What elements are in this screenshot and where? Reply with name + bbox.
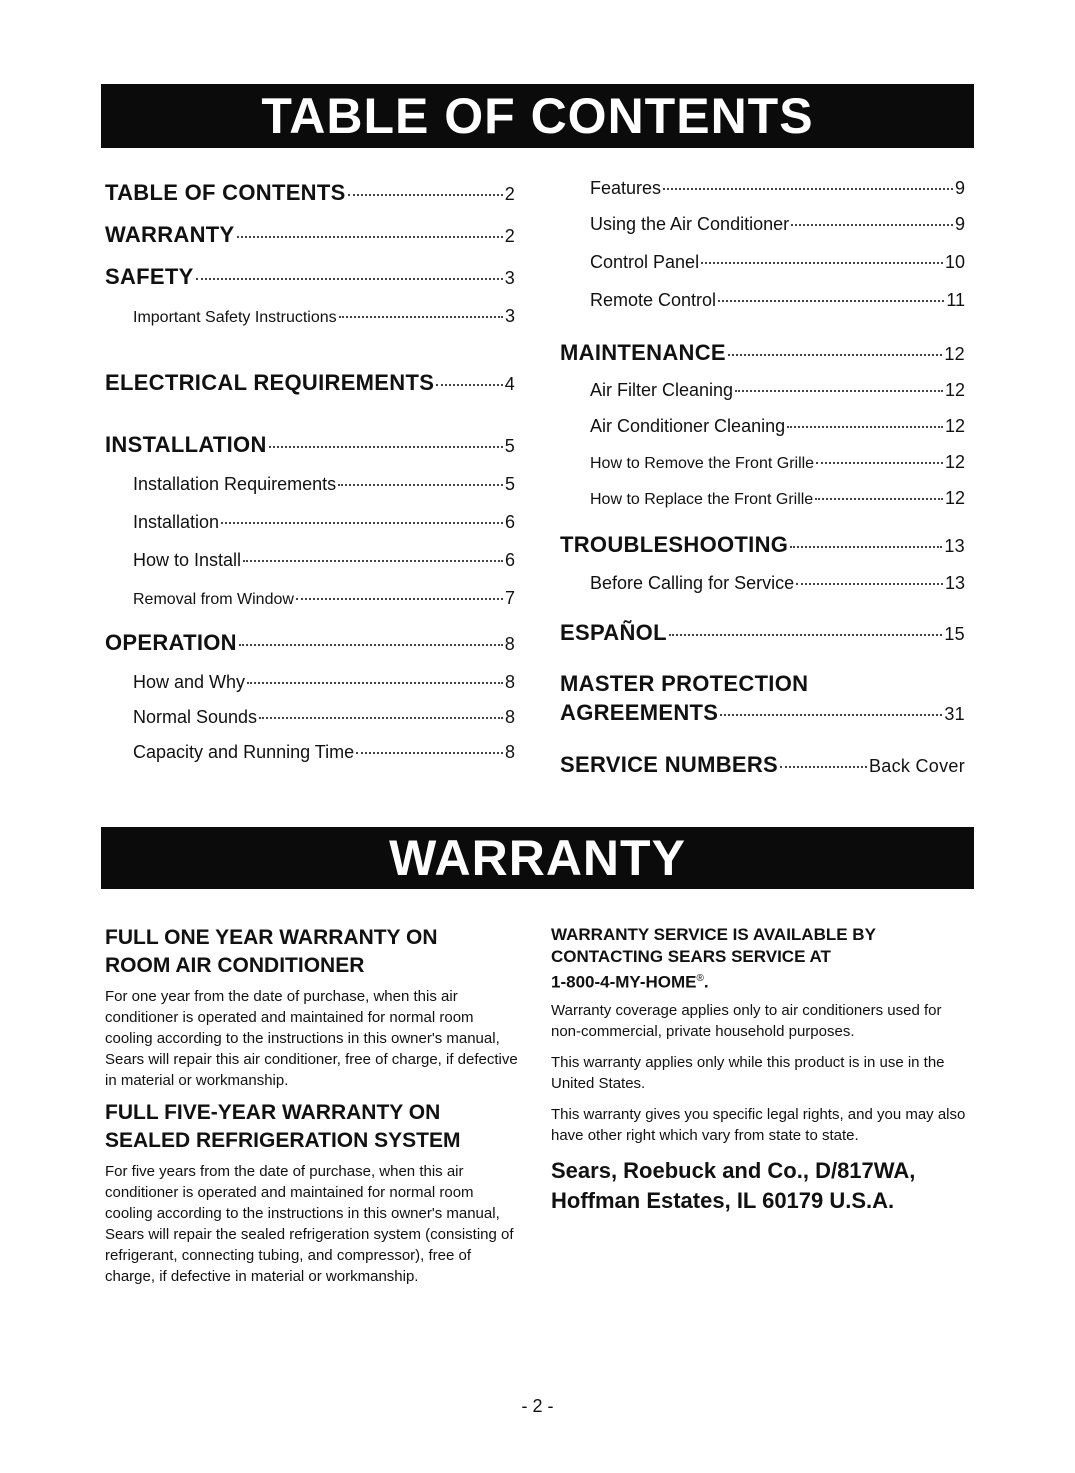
toc-entry[interactable]	[560, 488, 965, 509]
toc-entry-title: Control Panel	[590, 252, 700, 272]
toc-entry-title: Air Filter Cleaning	[590, 380, 734, 400]
toc-entry[interactable]	[560, 452, 965, 473]
toc-entry[interactable]	[560, 380, 965, 401]
warranty-service-heading: WARRANTY SERVICE IS AVAILABLE BY	[551, 925, 876, 944]
phone-number: 1-800-4-MY-HOME	[551, 972, 697, 992]
toc-entry-title: INSTALLATION	[105, 432, 267, 457]
dot-leader	[815, 498, 943, 500]
toc-entry[interactable]	[105, 180, 515, 206]
toc-entry[interactable]	[560, 532, 965, 558]
dot-leader	[718, 300, 944, 302]
toc-entry-title: How and Why	[133, 672, 246, 692]
toc-entry-title: Installation Requirements	[133, 474, 337, 494]
toc-entry-title: TABLE OF CONTENTS	[105, 180, 346, 205]
warranty-heading: FULL FIVE-YEAR WARRANTY ON	[105, 1101, 441, 1124]
toc-entry-title: Capacity and Running Time	[133, 742, 355, 762]
page-number: - 2 -	[521, 1396, 554, 1416]
toc-entry-page: 12	[944, 344, 965, 364]
toc-entry-page: 3	[504, 268, 515, 288]
toc-entry-title: MAINTENANCE	[560, 340, 726, 365]
toc-entry-page: 8	[504, 742, 515, 762]
warranty-paragraph: This warranty applies only while this product is in use in the United States.	[551, 1053, 945, 1092]
toc-entry[interactable]	[560, 214, 965, 235]
warranty-paragraph: Warranty coverage applies only to air conditioners used for non-commercial, private household purposes.	[551, 1001, 942, 1040]
toc-entry[interactable]	[105, 512, 515, 533]
toc-entry-page: 11	[946, 290, 965, 310]
toc-entry-page: 8	[504, 634, 515, 654]
sears-address: Sears, Roebuck and Co., D/817WA,	[551, 1157, 916, 1183]
toc-entry-title: Using the Air Conditioner	[590, 214, 790, 234]
toc-entry-page: 6	[504, 512, 515, 532]
toc-entry[interactable]	[560, 178, 965, 199]
toc-entry-page: 7	[504, 588, 515, 608]
toc-entry[interactable]	[105, 264, 515, 290]
dot-leader	[791, 224, 953, 226]
dot-leader	[259, 717, 503, 719]
toc-entry[interactable]	[560, 752, 965, 778]
toc-entry-page: 8	[504, 707, 515, 727]
warranty-heading: ROOM AIR CONDITIONER	[105, 954, 365, 977]
toc-entry-title[interactable]: MASTER PROTECTION	[560, 671, 809, 696]
toc-entry[interactable]	[105, 432, 515, 458]
toc-entry-title: OPERATION	[105, 630, 237, 655]
warranty-banner: WARRANTY	[101, 827, 974, 889]
toc-entry-page: 2	[504, 184, 515, 204]
toc-entry[interactable]	[105, 588, 515, 609]
toc-entry-page: 8	[504, 672, 515, 692]
phone-period: .	[703, 972, 709, 992]
toc-entry-page: 4	[504, 374, 515, 394]
warranty-heading: SEALED REFRIGERATION SYSTEM	[105, 1129, 461, 1152]
toc-entry-page: 9	[954, 214, 965, 234]
toc-entry-title: How to Remove the Front Grille	[590, 455, 815, 472]
dot-leader	[735, 390, 943, 392]
toc-entry-page: 12	[944, 380, 965, 400]
dot-leader	[339, 316, 503, 318]
warranty-right-column	[551, 924, 971, 1216]
toc-entry-page: 2	[504, 226, 515, 246]
toc-entry[interactable]	[105, 474, 515, 495]
toc-entry[interactable]	[105, 672, 515, 693]
toc-entry-title: Removal from Window	[133, 591, 294, 608]
toc-entry-page: 9	[954, 178, 965, 198]
dot-leader	[790, 546, 942, 548]
warranty-paragraph: For five years from the date of purchase, when this air conditioner is operated and maintained for normal room cooling according to the instructions in this owner's manual, Sears will repair the sealed refrigeration system (consisting of refrigerant, connecting tubing, and compressor), free of charge, if defective in material or workmanship.	[105, 1163, 514, 1285]
toc-entry-title: Features	[590, 178, 662, 198]
toc-entry-title: ELECTRICAL REQUIREMENTS	[105, 370, 435, 395]
dot-leader	[243, 560, 503, 562]
toc-entry-page: 13	[944, 573, 965, 593]
dot-leader	[796, 583, 943, 585]
toc-entry[interactable]	[560, 252, 965, 273]
toc-entry-page: 12	[944, 452, 965, 472]
toc-entry-title: Normal Sounds	[133, 707, 258, 727]
toc-entry[interactable]	[105, 630, 515, 656]
dot-leader	[239, 644, 503, 646]
dot-leader	[663, 188, 953, 190]
toc-entry-title: ESPAÑOL	[560, 620, 667, 645]
toc-entry-title: SAFETY	[105, 264, 194, 289]
toc-entry-title: How to Install	[133, 550, 242, 570]
toc-entry-title: SERVICE NUMBERS	[560, 752, 779, 777]
toc-entry[interactable]	[105, 222, 515, 248]
toc-entry-page: 5	[504, 436, 515, 456]
warranty-left-column	[105, 924, 525, 1287]
toc-entry-page: 15	[944, 624, 965, 644]
toc-entry-title: Installation	[133, 512, 220, 532]
dot-leader	[669, 634, 943, 636]
toc-entry-page: 13	[944, 536, 965, 556]
toc-entry[interactable]	[560, 620, 965, 646]
toc-entry[interactable]	[105, 742, 515, 763]
toc-entry-title: WARRANTY	[105, 222, 235, 247]
toc-entry-title: Air Conditioner Cleaning	[590, 416, 786, 436]
toc-entry-title: Remote Control	[590, 290, 717, 310]
dot-leader	[348, 194, 503, 196]
dot-leader	[787, 426, 943, 428]
toc-entry-page: 5	[504, 474, 515, 494]
toc-entry-page: 3	[504, 306, 515, 326]
toc-banner: TABLE OF CONTENTS	[101, 84, 974, 148]
dot-leader	[296, 598, 503, 600]
toc-entry[interactable]	[560, 700, 965, 726]
toc-entry[interactable]	[560, 573, 965, 594]
toc-entry[interactable]	[560, 416, 965, 437]
toc-entry-page: 12	[944, 488, 965, 508]
dot-leader	[196, 278, 503, 280]
warranty-paragraph: This warranty gives you specific legal rights, and you may also have other right which vary from state to state.	[551, 1105, 966, 1144]
dot-leader	[221, 522, 503, 524]
toc-entry[interactable]	[105, 550, 515, 571]
toc-entry-title: How to Replace the Front Grille	[590, 491, 814, 508]
warranty-service-phone	[551, 968, 971, 994]
warranty-heading: FULL ONE YEAR WARRANTY ON	[105, 926, 438, 949]
dot-leader	[237, 236, 503, 238]
toc-entry[interactable]	[560, 290, 965, 311]
warranty-paragraph: For one year from the date of purchase, when this air conditioner is operated and maintained for normal room cooling according to the instructions in this owner's manual, Sears will repair this air conditioner, free of charge, if defective in material or workmanship.	[105, 988, 518, 1089]
toc-entry-title: Important Safety Instructions	[133, 309, 337, 326]
toc-entry[interactable]	[560, 340, 965, 366]
toc-entry[interactable]	[105, 306, 515, 327]
dot-leader	[780, 766, 867, 768]
dot-leader	[728, 354, 943, 356]
warranty-service-heading: CONTACTING SEARS SERVICE AT	[551, 947, 831, 966]
dot-leader	[436, 384, 503, 386]
dot-leader	[816, 462, 943, 464]
toc-entry-title: TROUBLESHOOTING	[560, 532, 789, 557]
dot-leader	[356, 752, 503, 754]
toc-entry-title: Before Calling for Service	[590, 573, 795, 593]
dot-leader	[701, 262, 943, 264]
dot-leader	[247, 682, 503, 684]
toc-entry-title: AGREEMENTS	[560, 700, 719, 725]
toc-entry-page: 6	[504, 550, 515, 570]
sears-address: Hoffman Estates, IL 60179 U.S.A.	[551, 1187, 895, 1213]
dot-leader	[269, 446, 503, 448]
toc-entry-page: 31	[944, 704, 965, 724]
toc-entry-page: 12	[944, 416, 965, 436]
toc-entry[interactable]	[105, 707, 515, 728]
dot-leader	[720, 714, 942, 716]
toc-entry-page: Back Cover	[868, 756, 965, 776]
toc-entry[interactable]	[105, 370, 515, 396]
dot-leader	[338, 484, 503, 486]
registered-mark: ®	[696, 973, 704, 984]
toc-entry-page: 10	[944, 252, 965, 272]
